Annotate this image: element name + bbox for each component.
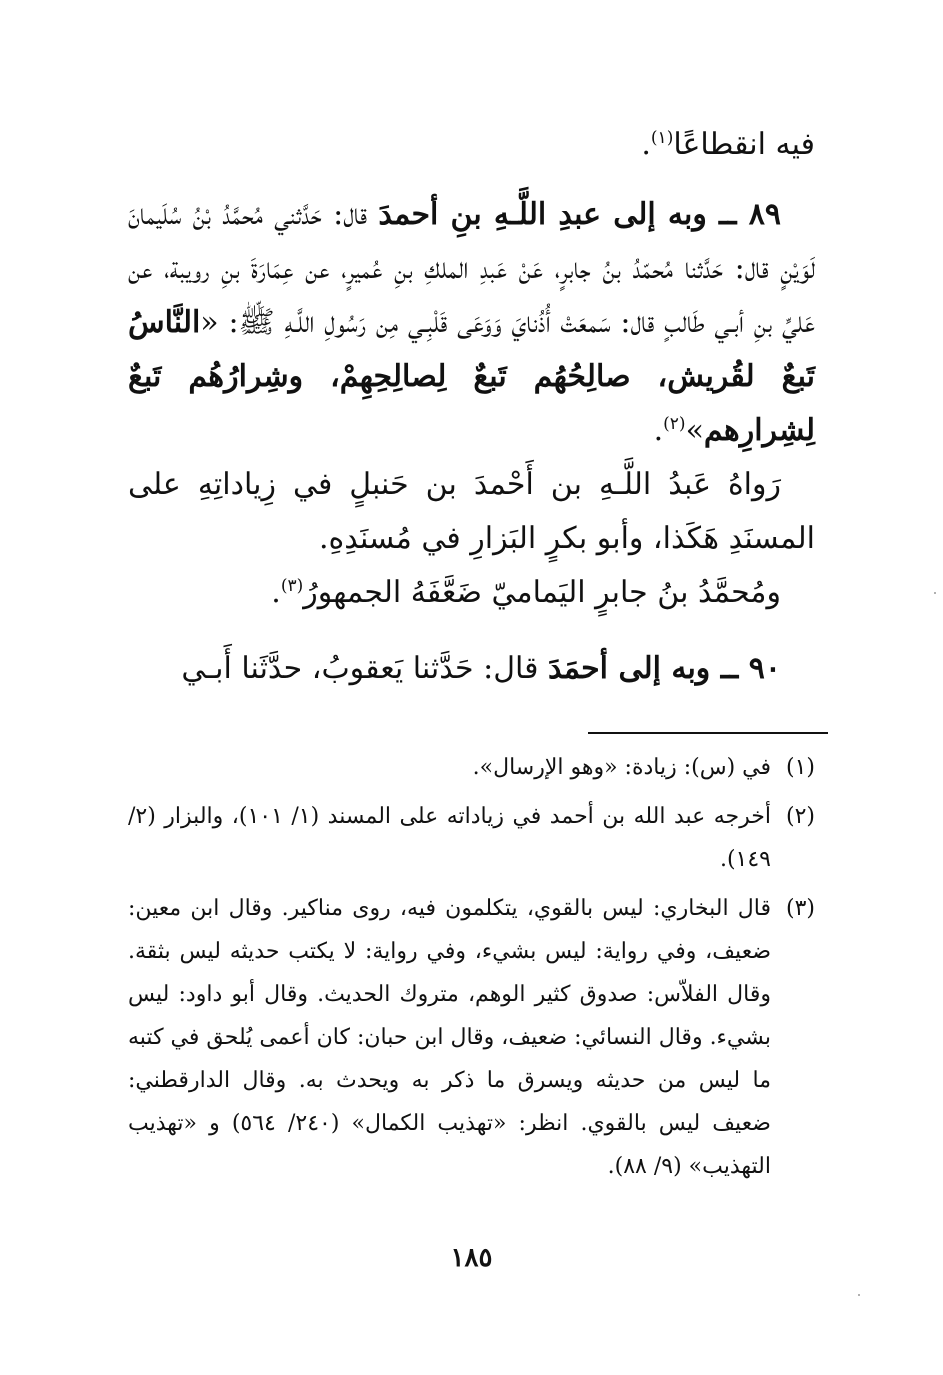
footnote-text: في (س): زيادة: «وهو الإرسال». xyxy=(472,755,771,780)
footnotes-block xyxy=(128,746,815,1194)
footnote-separator xyxy=(588,732,828,734)
footnote-2 xyxy=(128,795,815,881)
footnote-1 xyxy=(128,746,815,789)
page-number: ١٨٥ xyxy=(450,1243,493,1273)
footnote-number: (٣) xyxy=(785,896,815,921)
footnote-number: (٢) xyxy=(785,804,815,829)
footnote-ref-3[interactable]: (٣) xyxy=(280,576,304,596)
hadith-89-quote-close: » xyxy=(685,413,704,448)
hadith-89 xyxy=(128,188,815,458)
intro-punct: . xyxy=(641,127,651,162)
footnote-3 xyxy=(128,887,815,1188)
hadith-89-matn: النَّاسُ تَبعٌ لقُريش، صالِحُهُم تَبعٌ لِصالِحِهِمْ، وشِرارُهُم تَبعٌ لِشِرارِهم xyxy=(128,305,815,448)
intro-text: فيه انقطاعًا xyxy=(673,127,815,162)
hadith-89-narrator: عبدِ اللَّـهِ بنِ أحمدَ xyxy=(378,197,602,232)
scan-speck xyxy=(934,592,936,594)
hadith-90-narrator: أحمَدَ xyxy=(548,651,608,686)
footnote-ref-2[interactable]: (٢) xyxy=(663,414,686,434)
hadith-90-number: ٩٠ ــ وبه إلى xyxy=(608,651,781,686)
footnote-ref-1[interactable]: (١) xyxy=(650,128,674,148)
rawah-paragraph: رَواهُ عَبدُ اللَّـهِ بن أَحْمدَ بن حَنبلٍ في زِياداتِهِ على المسنَدِ هَكَذا، وأبو بكرٍ البَزارِ في مُسنَدِهِ. xyxy=(128,467,815,556)
hadith-89-isnad: قال: حَدَّثني مُحمَّدُ بْنُ سُلَيمانَ لَوَيْنٍ قال: حَدَّثنا مُحمّدُ بنُ جابرٍ، عَنْ عَبدِ الملكِ بنِ عُميرٍ، عن عِمَارَةَ بنِ رويبة، عن عَليِّ بنِ أبـي طَالبٍ قال: سَمعَتْ أُذُنايَ وَوَعَى قَلْبِـي مِن رَسُولِ اللَّـهِ ﷺ: « xyxy=(128,197,815,340)
intro-line xyxy=(128,118,815,172)
hadith-90 xyxy=(128,642,815,696)
jabir-text: ومُحمَّدُ بنُ جابرٍ اليَماميّ ضَعَّفَهُ الجمهورُ xyxy=(303,575,781,610)
jabir-punct: . xyxy=(271,575,281,610)
hadith-90-text: قال: حَدَّثنا يَعقوبُ، حدَّثَنا أَبـي xyxy=(181,651,549,686)
footnote-number: (١) xyxy=(785,755,815,780)
scan-speck xyxy=(858,1294,860,1296)
main-text-block xyxy=(128,118,815,696)
footnote-text: أخرجه عبد الله بن أحمد في زياداته على المسند (١/ ١٠١)، والبزار (٢/ ١٤٩). xyxy=(128,804,772,872)
hadith-89-number: ٨٩ ــ وبه إلى xyxy=(601,197,781,232)
jabir-paragraph xyxy=(128,566,815,620)
hadith-89-punct: . xyxy=(653,413,664,448)
footnote-text: قال البخاري: ليس بالقوي، يتكلمون فيه، روى مناكير. وقال ابن معين: ضعيف، وفي رواية: ليس بشيء، وفي رواية: لا يكتب حديثه ليس بثقة. وقال الفلاّس: صدوق كثير الوهم، متروك الحديث. وقال أبو داود: ليس بشيء. وقال النسائي: ضعيف، وقال ابن حبان: كان أعمى يُلحق في كتبه ما ليس من حديثه ويسرق ما ذكر به ويحدث به. وقال الدارقطني: ضعيف ليس بالقوي. انظر: «تهذيب الكمال» (٢٤٠/ ٥٦٤) و «تهذيب التهذيب» (٩/ ٨٨). xyxy=(128,896,771,1179)
